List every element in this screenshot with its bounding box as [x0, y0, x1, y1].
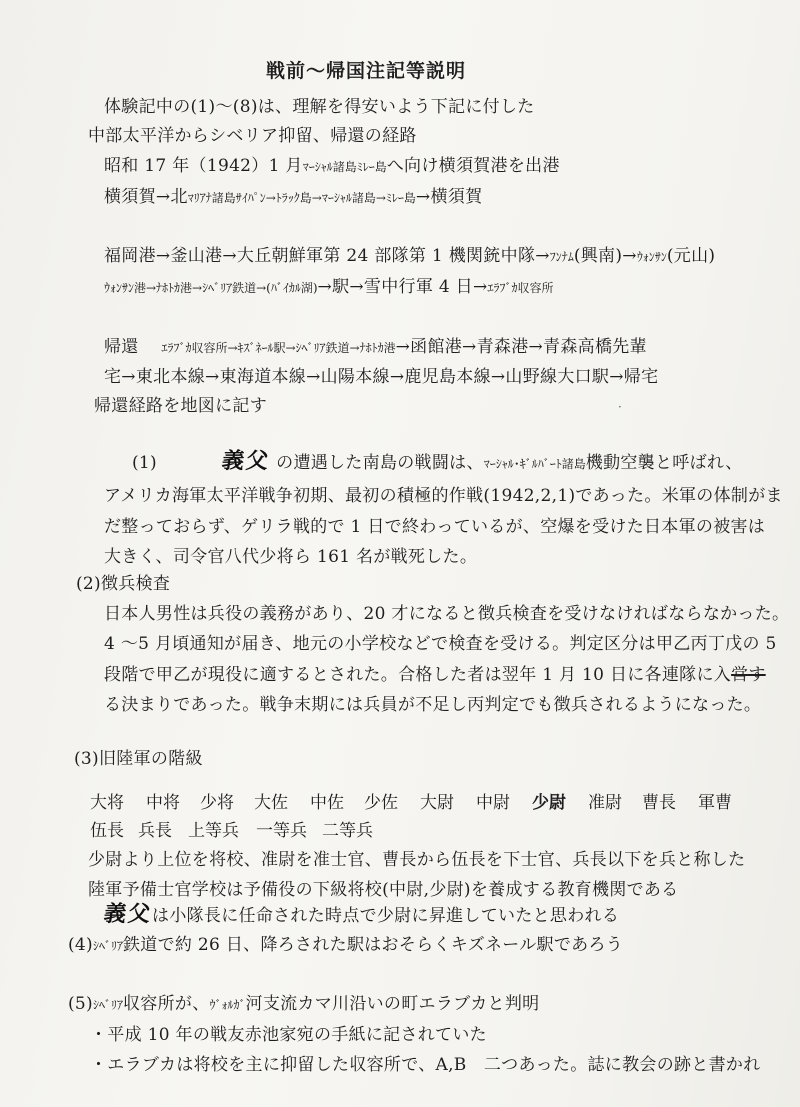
- return-route-kanji: →函館港→青森港→青森高橋先輩: [395, 337, 647, 357]
- intro-date: 昭和 17 年（1942）1 月: [104, 156, 303, 176]
- note4-number: (4): [68, 935, 93, 955]
- note2-heading: (2)徴兵検査: [76, 574, 171, 594]
- korea-line-1: [104, 245, 715, 268]
- rank-private-first-class: 一等兵: [256, 821, 307, 841]
- note1-line-4: 大きく、司令官八代少将ら 161 名が戦死した。: [104, 547, 478, 567]
- note3-line-1: 少尉より上位を将校、准尉を准士官、曹長から伍長を下士官、兵長以下を兵と称した: [88, 850, 746, 870]
- note2-line-1: 日本人男性は兵役の義務があり、20 才になると徴兵検査を受けなければならなかった。: [104, 604, 790, 624]
- note1-number: (1): [132, 453, 157, 473]
- return-route-kana: ｴﾗﾌﾞｶ収容所→ｷｽﾞﾈｰﾙ駅→ｼﾍﾞﾘｱ鉄道→ﾅﾎﾄｶ港: [161, 341, 396, 355]
- yelabuga-camp-kana: ｴﾗﾌﾞｶ収容所: [487, 281, 554, 295]
- rank-general: 大将: [90, 793, 124, 813]
- note3-text: は小隊長に任命された時点で少尉に昇進していたと思われる: [152, 906, 620, 926]
- return-label: 帰還: [104, 337, 139, 357]
- rank-colonel: 大佐: [254, 793, 288, 813]
- route-start: 横須賀→北: [104, 187, 188, 207]
- note5-bullet-2: ・エラブカは将校を主に抑留した収容所で、A,B 二つあった。誌に教会の跡と書かれ: [90, 1055, 761, 1075]
- note1-text-b: 機動空襲と呼ばれ、: [585, 453, 743, 473]
- intro-islands: ﾏｰｼｬﾙ諸島ﾐﾚｰ島: [302, 160, 387, 174]
- page-title: 戦前～帰国注記等説明: [266, 60, 467, 82]
- rank-lance-corporal: 兵長: [138, 821, 172, 841]
- hungnam-kana: ﾌﾝﾅﾑ: [549, 250, 574, 264]
- note1-islands: ﾏｰｼｬﾙ･ｷﾞﾙﾊﾞｰﾄ諸島: [483, 457, 586, 471]
- rank-sergeant-major: 曹長: [642, 793, 676, 813]
- intro-line-2: 中部太平洋からシベリア抑留、帰還の経路: [88, 126, 417, 146]
- volga-kana: ｳﾞｫﾙｶﾞ: [209, 998, 246, 1012]
- rank-sergeant: 軍曹: [698, 793, 732, 813]
- speck-mark: ·: [618, 400, 622, 414]
- return-line-3: 帰還経路を地図に記す: [94, 396, 267, 416]
- note5-line: [68, 993, 539, 1016]
- note5-text-a: 収容所が、: [123, 994, 210, 1014]
- rank-second-lieutenant: 少尉: [532, 793, 566, 813]
- handwritten-name: 義父: [220, 449, 273, 474]
- struck-text: 営す: [731, 665, 766, 685]
- rank-first-lieutenant: 中尉: [476, 793, 510, 813]
- korea-route-1: 福岡港→釜山港→大丘朝鮮軍第 24 部隊第 1 機関銃中隊→: [104, 246, 550, 266]
- march-route: →駅→雪中行軍 4 日→: [317, 277, 488, 297]
- note2-text: 段階で甲乙が現役に適するとされた。合格した者は翌年 1 月 10 日に各連隊に入: [104, 665, 732, 685]
- rank-lieutenant-colonel: 中佐: [310, 793, 344, 813]
- note3-line-2: 陸軍予備士官学校は予備役の下級将校(中尉,少尉)を養成する教育機関である: [88, 880, 679, 900]
- rank-superior-private: 上等兵: [188, 821, 239, 841]
- korea-line-2: [104, 276, 554, 299]
- rank-corporal: 伍長: [90, 821, 124, 841]
- intro-line-1: 体験記中の(1)～(8)は、理解を得安いよう下記に付した: [104, 97, 535, 117]
- note3-line-3: [104, 904, 619, 927]
- note4-text: 鉄道で約 26 日、降ろされた駅はおそらくキズネール駅であろう: [123, 935, 624, 955]
- siberia-route-kana: ｳｫﾝｻﾝ港→ﾅﾎﾄｶ港→ｼﾍﾞﾘｱ鉄道→(ﾊﾞｲｶﾙ湖): [104, 281, 318, 295]
- note5-bullet-1: ・平成 10 年の戦友赤池家宛の手紙に記されていた: [90, 1025, 487, 1045]
- note1-text-a: の遭遇した南島の戦闘は、: [276, 453, 484, 473]
- note2-line-3: [104, 664, 766, 686]
- rank-captain: 大尉: [420, 793, 454, 813]
- rank-private-second-class: 二等兵: [322, 821, 373, 841]
- rank-major: 少佐: [364, 793, 398, 813]
- intro-departure: へ向け横須賀港を出港: [386, 156, 560, 176]
- note1-line-3: だ整っておらず、ゲリラ戦的で 1 日で終わっているが、空爆を受けた日本軍の被害は: [104, 517, 766, 537]
- rank-warrant-officer: 准尉: [588, 793, 622, 813]
- wonsan-kanji: (元山): [666, 246, 716, 266]
- handwritten-name-2: 義父: [102, 902, 154, 927]
- note2-line-4: る決まりであった。戦争末期には兵員が不足し丙判定でも徴兵されるようになった。: [104, 695, 762, 715]
- siberia-kana-2: ｼﾍﾞﾘｱ: [92, 998, 123, 1012]
- return-line-1: [104, 336, 647, 359]
- note2-line-2: 4 ～5 月頃通知が届き、地元の小学校などで検査を受ける。判定区分は甲乙丙丁戊の 5: [104, 634, 777, 654]
- note5-number: (5): [68, 994, 93, 1014]
- route-end: →横須賀: [415, 187, 483, 207]
- note1-line-2: アメリカ海軍太平洋戦争初期、最初の積極的作戦(1942,2,1)であった。米軍の体制がま: [104, 486, 783, 506]
- note1-line-1: [132, 451, 743, 475]
- note4-line: [68, 934, 623, 957]
- intro-line-4: [104, 186, 482, 209]
- route-islands: ﾏﾘｱﾅ諸島ｻｲﾊﾟﾝ→ﾄﾗｯｸ島→ﾏｰｼｬﾙ諸島→ﾐﾚｰ島: [187, 191, 416, 205]
- rank-major-general: 少将: [200, 793, 234, 813]
- return-line-2: 宅→東北本線→東海道本線→山陽本線→鹿児島本線→山野線大口駅→帰宅: [104, 367, 659, 387]
- intro-line-3: [104, 155, 560, 178]
- note3-heading: (3)旧陸軍の階級: [74, 749, 203, 769]
- rank-lieutenant-general: 中将: [146, 793, 180, 813]
- note5-text-b: 河支流カマ川沿いの町エラブカと判明: [245, 994, 540, 1014]
- siberia-kana: ｼﾍﾞﾘｱ: [92, 939, 123, 953]
- hungnam-kanji: (興南)→: [573, 246, 637, 266]
- wonsan-kana: ｳｫﾝｻﾝ: [636, 250, 667, 264]
